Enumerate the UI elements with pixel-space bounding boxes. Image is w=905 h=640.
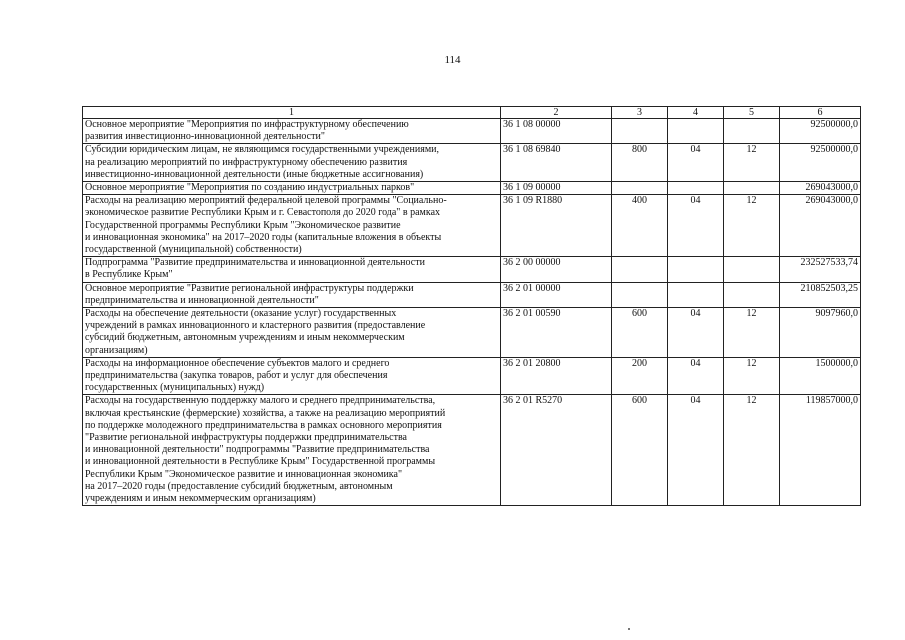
expense-name-cell	[83, 257, 501, 282]
column-header-5: 5	[724, 107, 780, 119]
expense-name-line: экономическое развитие Республики Крым и г. Севастополя до 2020 года" в рамках	[85, 207, 441, 219]
table-body	[83, 119, 861, 506]
subsection-cell: 12	[724, 144, 780, 182]
expense-type-cell: 800	[612, 144, 668, 182]
expense-name-line: инвестиционно-инновационной деятельности (иные бюджетные ассигнования)	[85, 168, 424, 180]
expense-name-line: организациям)	[85, 344, 148, 356]
expense-name-cell	[83, 395, 501, 506]
expense-name-line: государственных (муниципальных) нужд)	[85, 382, 265, 394]
column-header-6: 6	[780, 107, 861, 119]
expense-name-line: Субсидии юридическим лицам, не являющимся государственными учреждениями,	[85, 144, 440, 156]
section-cell	[668, 119, 724, 144]
expense-name-line: "Развитие региональной инфраструктуры поддержки предпринимательства	[85, 432, 407, 444]
target-article-code-cell: 36 1 08 69840	[501, 144, 612, 182]
table-header	[83, 107, 861, 119]
subsection-cell: 12	[724, 195, 780, 257]
column-header-2: 2	[501, 107, 612, 119]
expense-name-cell	[83, 282, 501, 307]
expense-type-cell: 600	[612, 308, 668, 358]
section-cell	[668, 182, 724, 195]
subsection-cell: 12	[724, 308, 780, 358]
expense-name-line: Государственной программы Республики Крым "Экономическое развитие	[85, 219, 401, 231]
subsection-cell	[724, 282, 780, 307]
expense-name-line: предпринимательства и инновационной деятельности"	[85, 294, 319, 306]
expense-type-cell	[612, 119, 668, 144]
subsection-cell: 12	[724, 357, 780, 395]
expense-name-line: развития инвестиционно-инновационной деятельности"	[85, 131, 325, 143]
budget-table	[82, 106, 861, 506]
section-cell: 04	[668, 357, 724, 395]
table-row	[83, 257, 861, 282]
section-cell: 04	[668, 195, 724, 257]
expense-name-line: государственной (муниципальной) собственности)	[85, 244, 302, 256]
expense-name-line: субсидий бюджетным, автономным учреждениям и иным некоммерческим	[85, 332, 405, 344]
section-cell: 04	[668, 395, 724, 506]
expense-name-cell	[83, 144, 501, 182]
subsection-cell	[724, 257, 780, 282]
amount-cell: 269043000,0	[780, 182, 861, 195]
expense-type-cell	[612, 257, 668, 282]
subsection-cell	[724, 182, 780, 195]
expense-name-line: Республики Крым "Экономическое развитие и инновационная экономика"	[85, 468, 403, 480]
expense-name-cell	[83, 182, 501, 195]
expense-name-line: Расходы на информационное обеспечение субъектов малого и среднего	[85, 357, 390, 369]
header-row	[83, 107, 861, 119]
scan-speck	[628, 628, 630, 630]
target-article-code-cell: 36 1 09 R1880	[501, 195, 612, 257]
expense-name-line: предпринимательства (закупка товаров, работ и услуг для обеспечения	[85, 370, 388, 382]
table-row	[83, 119, 861, 144]
amount-cell: 119857000,0	[780, 395, 861, 506]
target-article-code-cell: 36 1 09 00000	[501, 182, 612, 195]
section-cell	[668, 257, 724, 282]
table-row	[83, 357, 861, 395]
target-article-code-cell: 36 2 01 20800	[501, 357, 612, 395]
expense-name-line: и инновационная экономика" на 2017–2020 годы (капитальные вложения в объекты	[85, 231, 442, 243]
expense-type-cell	[612, 182, 668, 195]
amount-cell: 1500000,0	[780, 357, 861, 395]
expense-name-line: Подпрограмма "Развитие предпринимательства и инновационной деятельности	[85, 257, 425, 269]
amount-cell: 232527533,74	[780, 257, 861, 282]
expense-name-line: учреждений в рамках инновационного и кластерного развития (предоставление	[85, 320, 426, 332]
expense-name-line: на 2017–2020 годы (предоставление субсидий бюджетным, автономным	[85, 480, 393, 492]
expense-name-line: Расходы на обеспечение деятельности (оказание услуг) государственных	[85, 308, 397, 320]
table-row	[83, 395, 861, 506]
expense-name-line: Расходы на реализацию мероприятий федеральной целевой программы "Социально-	[85, 195, 447, 207]
table-row	[83, 308, 861, 358]
section-cell	[668, 282, 724, 307]
subsection-cell: 12	[724, 395, 780, 506]
subsection-cell	[724, 119, 780, 144]
expense-name-line: на реализацию мероприятий по инфраструктурному обеспечению развития	[85, 156, 408, 168]
table-row	[83, 182, 861, 195]
amount-cell: 9097960,0	[780, 308, 861, 358]
amount-cell: 92500000,0	[780, 119, 861, 144]
expense-name-line: Основное мероприятие "Мероприятия по созданию индустриальных парков"	[85, 182, 415, 194]
expense-name-cell	[83, 308, 501, 358]
expense-name-line: и инновационной деятельности в Республике Крым" Государственной программы	[85, 456, 436, 468]
amount-cell: 210852503,25	[780, 282, 861, 307]
expense-name-cell	[83, 357, 501, 395]
amount-cell: 269043000,0	[780, 195, 861, 257]
target-article-code-cell: 36 2 01 00590	[501, 308, 612, 358]
expense-name-line: включая крестьянские (фермерские) хозяйства, а также на реализацию мероприятий	[85, 407, 446, 419]
expense-name-line: Расходы на государственную поддержку малого и среднего предпринимательства,	[85, 395, 436, 407]
section-cell: 04	[668, 144, 724, 182]
amount-cell: 92500000,0	[780, 144, 861, 182]
section-cell: 04	[668, 308, 724, 358]
table-row	[83, 195, 861, 257]
expense-name-line: по поддержке молодежного предпринимательства в рамках основного мероприятия	[85, 419, 442, 431]
column-header-3: 3	[612, 107, 668, 119]
target-article-code-cell: 36 2 01 R5270	[501, 395, 612, 506]
expense-name-line: учреждениям и иным некоммерческим организациям)	[85, 493, 316, 505]
expense-name-line: Основное мероприятие "Мероприятия по инфраструктурному обеспечению	[85, 119, 409, 130]
expense-type-cell: 200	[612, 357, 668, 395]
target-article-code-cell: 36 2 01 00000	[501, 282, 612, 307]
target-article-code-cell: 36 1 08 00000	[501, 119, 612, 144]
column-header-1: 1	[83, 107, 501, 119]
expense-name-line: Основное мероприятие "Развитие региональной инфраструктуры поддержки	[85, 282, 414, 294]
expense-type-cell	[612, 282, 668, 307]
expense-name-cell	[83, 119, 501, 144]
expense-name-cell	[83, 195, 501, 257]
column-header-4: 4	[668, 107, 724, 119]
page-number: 114	[444, 54, 461, 66]
expense-name-line: и инновационной деятельности" подпрограммы "Развитие предпринимательства	[85, 444, 430, 456]
target-article-code-cell: 36 2 00 00000	[501, 257, 612, 282]
table-row	[83, 282, 861, 307]
expense-name-line: в Республике Крым"	[85, 269, 173, 281]
expense-type-cell: 600	[612, 395, 668, 506]
expense-type-cell: 400	[612, 195, 668, 257]
table-row	[83, 144, 861, 182]
